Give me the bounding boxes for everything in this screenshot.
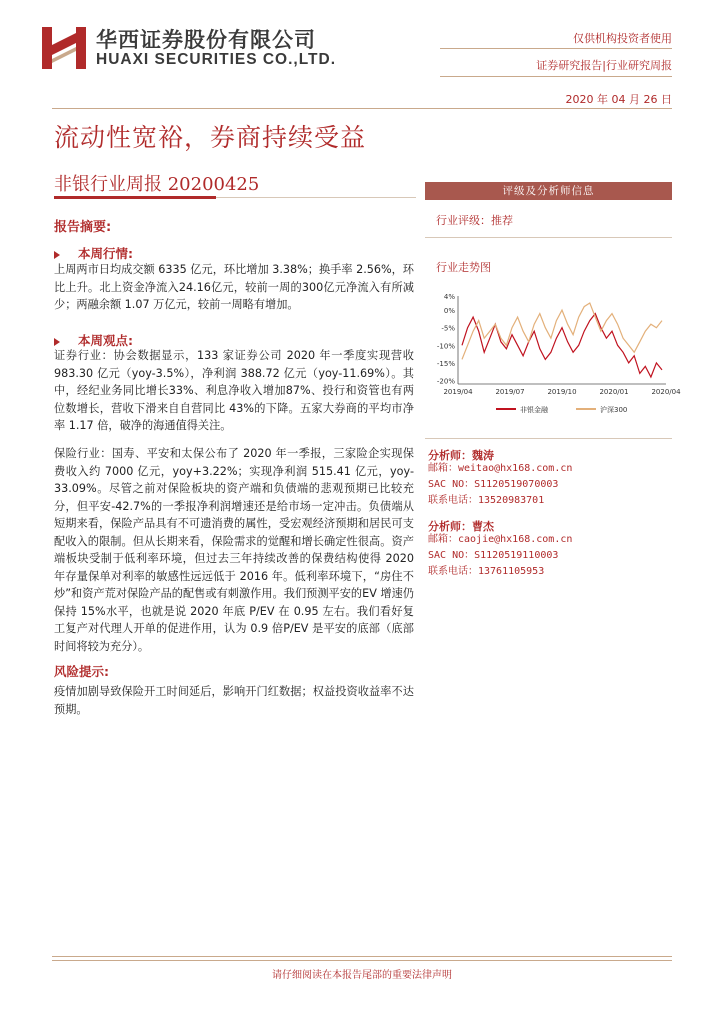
trend-chart-svg: [428, 290, 681, 420]
industry-trend-chart: [428, 290, 681, 420]
footer-divider-1: [52, 956, 672, 957]
company-name-en: HUAXI SECURITIES CO.,LTD.: [96, 51, 337, 68]
analyst-1-sac: SAC NO：S1120519070003: [428, 479, 559, 490]
footer-divider-2: [52, 960, 672, 961]
insurance-view-text: 保险行业：国寿、平安和太保公布了 2020 年一季报，三家险企实现保费收入约 7000 亿元，yoy+3.22%；实现净利润 515.41 亿元，yoy-33.09%。尽管之前对保险板块的资产端和负债端的悲观预期已比较充分，但平安-42.7%的一季报净利润增速还是给市场一定冲击。负债端从短期来看，保险产品具有不可遗消费的属性，受宏观经济预期和居民可支配收入的限制。但从长期来看，保险需求的觉醒和增长确定性很高。资产端板块受制于低利率环境，但过去三年持续改善的保费结构使得 2020 年存量保单对利率的敏感性远远低于 2016 年。低利率环境下，“房住不炒”和资产荒对保险产品的配售或有刺激作用。我们预测平安的EV 增速仍保持 15%水平，也就是说 2020 年底 P/EV 在 0.95 左右。我们看好复工复产对代理人开单的促进作用，认为 0.9 倍P/EV 是平安的底部（底部时间将较为充分）。: [54, 447, 414, 653]
x-tick-label: 2020/04: [651, 388, 681, 396]
subtitle-rule: [216, 197, 416, 198]
weekly-view-heading: 本周观点:: [54, 331, 133, 349]
weekly-market-text: 上周两市日均成交额 6335 亿元，环比增加 3.38%；换手率 2.56%，环比上升。北上资金净流入24.16亿元，较前一周的300亿元净流入有所减少；两融余额 1.07 万亿元，较前一周略有增加。: [54, 263, 414, 311]
risk-heading: 风险提示:: [54, 664, 109, 679]
report-type: 证券研究报告|行业研究周报: [536, 59, 672, 72]
analyst-2-name: 分析师：曹杰: [428, 520, 494, 533]
x-tick-label: 2020/01: [599, 388, 629, 396]
company-logo: [42, 25, 88, 71]
y-tick-label: 4%: [443, 293, 455, 301]
sidebar-divider: [425, 237, 672, 238]
subtitle-underline: [54, 196, 216, 199]
x-tick-label: 2019/04: [443, 388, 473, 396]
report-title: 流动性宽裕，券商持续受益: [54, 123, 367, 152]
y-tick-label: -20%: [436, 377, 455, 386]
analyst-1-email[interactable]: 邮箱：weitao@hx168.com.cn: [428, 463, 573, 474]
risk-text: 疫情加剧导致保险开工时间延后，影响开门红数据；权益投资收益率不达预期。: [54, 685, 414, 716]
x-tick-label: 2019/10: [547, 388, 577, 396]
series-line-1: [462, 314, 662, 377]
header-divider-2: [440, 76, 672, 77]
audience-note: 仅供机构投资者使用: [573, 32, 672, 45]
legend-label: 沪深300: [600, 406, 628, 414]
triangle-bullet-icon: [54, 251, 60, 259]
analyst-1-info: [428, 461, 572, 509]
trend-chart-title: 行业走势图: [436, 261, 491, 274]
triangle-bullet-icon: [54, 338, 60, 346]
summary-heading: 报告摘要:: [54, 220, 112, 235]
y-tick-label: -15%: [436, 359, 455, 368]
header-divider-main: [52, 108, 672, 109]
analyst-2-info: [428, 532, 572, 580]
analyst-2-phone: 联系电话：13761105953: [428, 566, 545, 577]
sidebar-header: 评级及分析师信息: [425, 182, 672, 200]
analyst-1-phone: 联系电话：13520983701: [428, 495, 545, 506]
industry-rating: 行业评级：推荐: [436, 214, 513, 227]
y-tick-label: -5%: [441, 324, 455, 333]
sidebar-divider-analysts: [425, 438, 672, 439]
header-divider-1: [440, 48, 672, 49]
report-date: 2020 年 04 月 26 日: [565, 93, 672, 106]
legal-notice: 请仔细阅读在本报告尾部的重要法律声明: [272, 970, 452, 981]
analyst-2-sac: SAC NO：S1120519110003: [428, 550, 559, 561]
y-tick-label: 0%: [443, 307, 455, 316]
report-subtitle: 非银行业周报 20200425: [54, 174, 260, 195]
logo-icon: [42, 25, 88, 71]
y-tick-label: -10%: [436, 342, 455, 351]
securities-view-text: 证券行业：协会数据显示，133 家证券公司 2020 年一季度实现营收 983.30 亿元（yoy-3.5%），净利润 388.72 亿元（yoy-11.69%）。其中，经纪业务同比增长33%、利息净收入增加87%、投行和资管也有两位数增长，营收下滑来自自营同比 43%的下降。五家大券商的平均市净率 1.17 倍，破净的海通值得关注。: [54, 349, 414, 432]
legend-label: 非银金融: [520, 406, 548, 414]
weekly-market-heading: 本周行情:: [54, 244, 133, 262]
x-tick-label: 2019/07: [495, 388, 525, 396]
company-name-cn: 华西证券股份有限公司: [96, 27, 316, 52]
analyst-1-name: 分析师：魏涛: [428, 449, 494, 462]
analyst-2-email[interactable]: 邮箱：caojie@hx168.com.cn: [428, 534, 573, 545]
